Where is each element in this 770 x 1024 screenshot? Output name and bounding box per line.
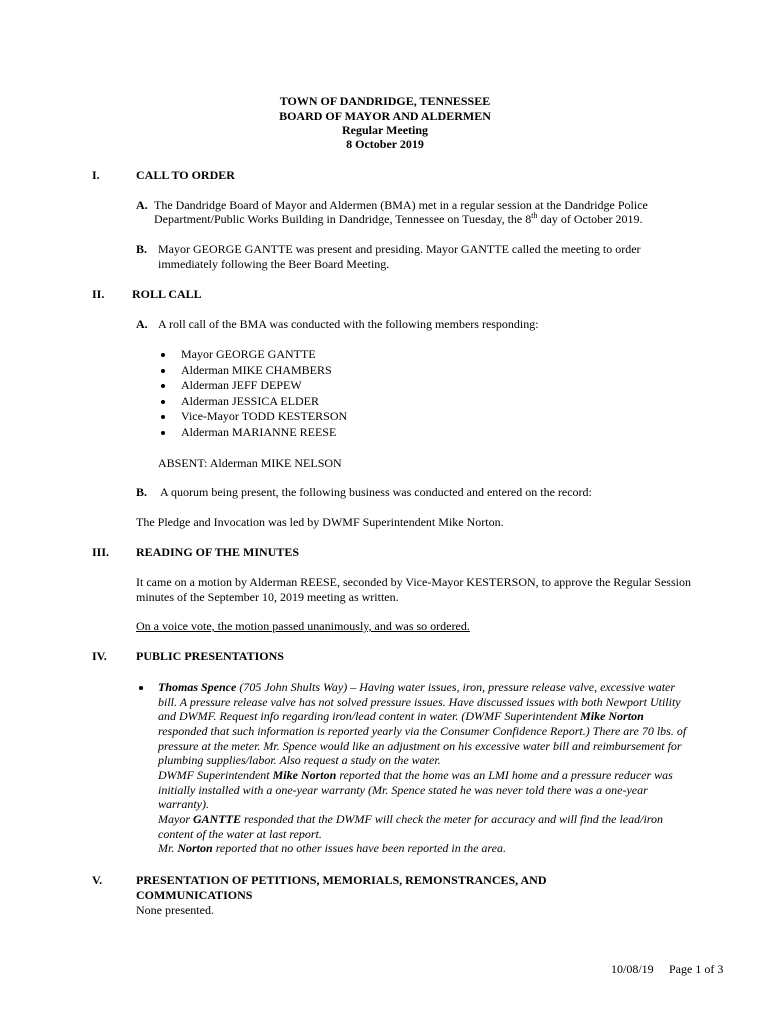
- section-5-title-line2: COMMUNICATIONS: [136, 888, 253, 902]
- presentation-line4: responded that such information is reported yearly via the Consumer Confidence Report.) There are 70 lbs. of: [158, 724, 687, 738]
- section-3-title: READING OF THE MINUTES: [136, 545, 300, 559]
- section-2-title: ROLL CALL: [132, 287, 202, 301]
- presentation-line12: Mr. Norton reported that no other issues have been reported in the area.: [158, 841, 506, 855]
- section-2-number: II.: [92, 287, 105, 301]
- presentation-line11: content of the water at last report.: [158, 827, 322, 841]
- section-2-item-a-text: A roll call of the BMA was conducted with the following members responding:: [158, 317, 539, 331]
- roll-call-member: Alderman MIKE CHAMBERS: [181, 362, 332, 377]
- section-2-item-b-label: B.: [136, 485, 148, 499]
- section-2-item-a-label: A.: [136, 317, 148, 331]
- roll-call-member: Alderman JESSICA ELDER: [181, 393, 319, 408]
- member-bullet: [161, 400, 165, 404]
- section-2-item-b-text: A quorum being present, the following business was conducted and entered on the record:: [160, 485, 592, 499]
- section-4-number: IV.: [92, 649, 107, 663]
- section-1-item-b-label: B.: [136, 242, 148, 256]
- section-1-item-a-line1: The Dandridge Board of Mayor and Aldermen (BMA) met in a regular session at the Dandridge Police: [154, 198, 648, 212]
- presentation-line10: Mayor GANTTE responded that the DWMF will check the meter for accuracy and will find the lead/iron: [158, 812, 664, 826]
- section-1-number: I.: [92, 168, 100, 182]
- pledge-invocation: The Pledge and Invocation was led by DWMF Superintendent Mike Norton.: [136, 515, 504, 529]
- section-4-title: PUBLIC PRESENTATIONS: [136, 649, 284, 663]
- header-meeting-type: Regular Meeting: [341, 123, 429, 137]
- presentation-line1: Thomas Spence (705 John Shults Way) – Having water issues, iron, pressure release valve, excessive water: [158, 680, 676, 694]
- presentation-line7: DWMF Superintendent Mike Norton reported that the home was an LMI home and a pressure reducer was: [158, 768, 673, 782]
- section-5-number: V.: [92, 873, 103, 887]
- header-title-board: BOARD OF MAYOR AND ALDERMEN: [279, 109, 491, 123]
- roll-call-member: Vice-Mayor TODD KESTERSON: [181, 409, 348, 423]
- section-1-title: CALL TO ORDER: [136, 168, 235, 182]
- minutes-vote-result: On a voice vote, the motion passed unanimously, and was so ordered.: [136, 619, 470, 633]
- section-3-number: III.: [92, 545, 110, 559]
- member-bullet: [161, 431, 165, 435]
- section-1-item-b-line2: immediately following the Beer Board Meeting.: [158, 257, 390, 271]
- section-5-text: None presented.: [136, 903, 214, 917]
- footer-page-number: Page 1 of 3: [669, 962, 724, 976]
- member-bullet: [161, 369, 165, 373]
- presentation-bullet: [139, 686, 143, 690]
- minutes-motion-line1: It came on a motion by Alderman REESE, seconded by Vice-Mayor KESTERSON, to approve the Regular Session: [136, 575, 691, 589]
- header-title-town: TOWN OF DANDRIDGE, TENNESSEE: [279, 94, 491, 108]
- minutes-motion-line2: minutes of the September 10, 2019 meeting as written.: [136, 590, 399, 604]
- roll-call-member: Alderman MARIANNE REESE: [181, 424, 337, 439]
- header-meeting-date: 8 October 2019: [346, 137, 424, 151]
- absent-member: ABSENT: Alderman MIKE NELSON: [158, 456, 342, 470]
- roll-call-member: Alderman JEFF DEPEW: [181, 378, 302, 392]
- roll-call-member: Mayor GEORGE GANTTE: [181, 347, 316, 361]
- presentation-line9: warranty).: [158, 797, 209, 811]
- presentation-line8: initially installed with a one-year warranty (Mr. Spence stated he was never told there was a one-year: [158, 783, 648, 797]
- section-5-title-line1: PRESENTATION OF PETITIONS, MEMORIALS, REMONSTRANCES, AND: [136, 873, 547, 887]
- member-bullet: [161, 415, 165, 419]
- section-1-item-a-line2: Department/Public Works Building in Dandridge, Tennessee on Tuesday, the 8th day of October 2019.: [154, 211, 643, 226]
- presentation-line2: bill. A pressure release valve has not solved pressure issues. Have discussed issues with both Newport Utility: [158, 695, 681, 709]
- section-1-item-a-label: A.: [136, 198, 148, 212]
- footer-date: 10/08/19: [611, 962, 654, 976]
- section-1-item-b-line1: Mayor GEORGE GANTTE was present and presiding. Mayor GANTTE called the meeting to order: [158, 242, 641, 256]
- member-bullet: [161, 384, 165, 388]
- presentation-line5: pressure at the meter. Mr. Spence would like an adjustment on his excessive water bill and reimbursement for: [158, 739, 682, 753]
- presentation-line3: and DWMF. Request info regarding iron/lead content in water. (DWMF Superintendent Mike Norton: [158, 709, 644, 723]
- member-bullet: [161, 353, 165, 357]
- presentation-line6: plumbing supplies/labor. Also request a study on the water.: [158, 753, 441, 767]
